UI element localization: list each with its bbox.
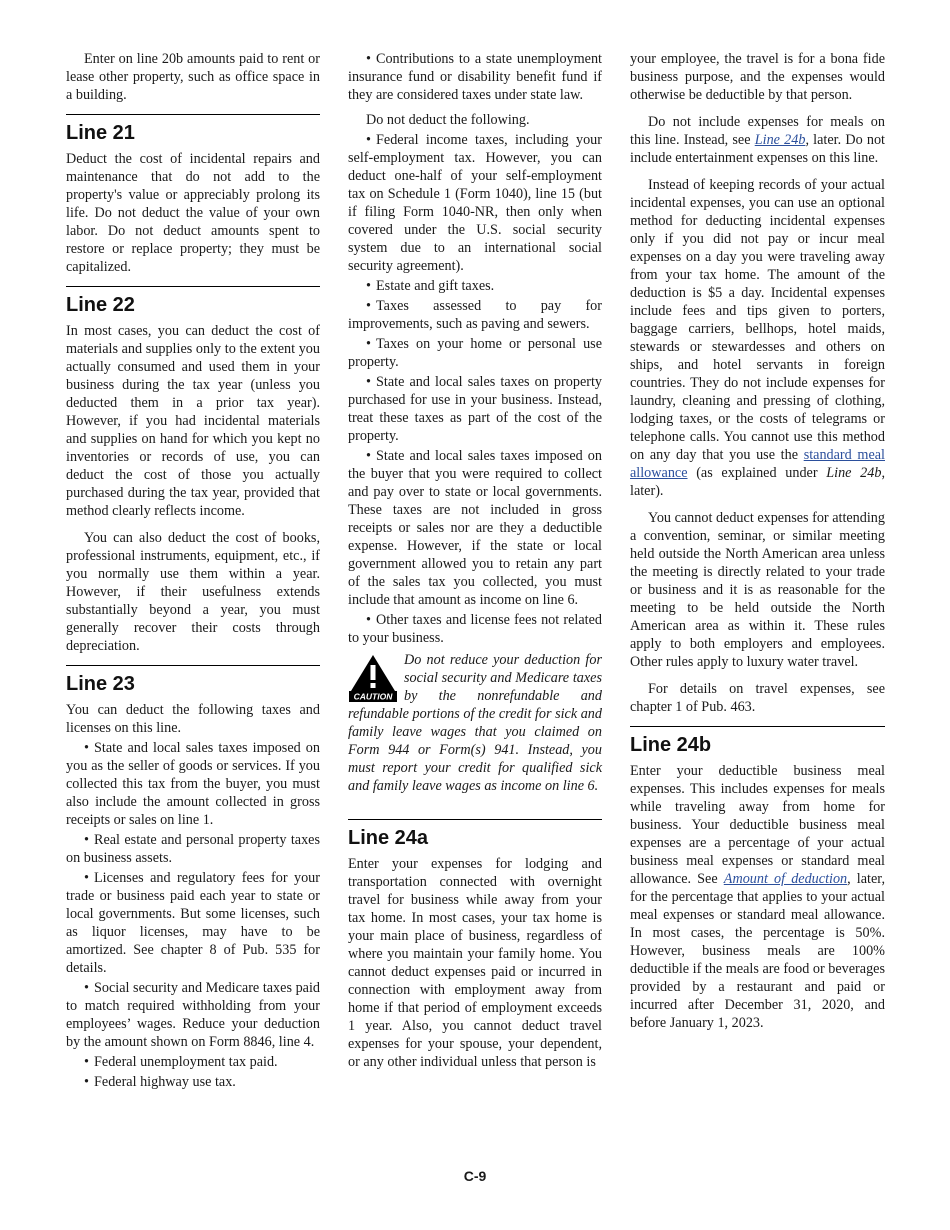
column-right <box>630 50 885 1041</box>
bullet-icon: • <box>366 374 371 390</box>
section-divider <box>66 286 320 287</box>
list-item: • Estate and gift taxes. <box>366 278 495 294</box>
bullet-icon: • <box>366 132 371 148</box>
heading-line-22: Line 22 <box>66 294 135 316</box>
heading-line-21: Line 21 <box>66 122 135 144</box>
bullet-icon: • <box>366 298 371 314</box>
paragraph-line22-materials: In most cases, you can deduct the cost of materials and supplies only to the extent you actually consumed and used them in your business during the tax year (unless you deducted them in a prior tax year). However, if you had incidental materials and supplies on hand for which you kept no inventories or records of use, you can deduct the cost of those you actually purchased during the tax year, provided that method clearly reflects income. <box>66 323 320 519</box>
column-middle <box>348 50 602 1080</box>
heading-line-23: Line 23 <box>66 673 135 695</box>
list-item: • Federal unemployment tax paid. <box>84 1054 278 1070</box>
link-line-24b[interactable]: Line 24b <box>754 132 806 148</box>
section-divider <box>630 726 885 727</box>
bullet-icon: • <box>84 832 89 848</box>
bullet-icon: • <box>366 612 371 628</box>
list-item: • State and local sales taxes imposed on you as the seller of goods or services. If you collected this tax from the buyer, you must also include the amount collected in gross receipts or sales on line 1. <box>66 740 320 828</box>
heading-line-24a: Line 24a <box>348 827 429 849</box>
list-item: • Taxes on your home or personal use property. <box>348 336 602 370</box>
bullet-icon: • <box>84 980 89 996</box>
paragraph-convention: You cannot deduct expenses for attending a convention, seminar, or similar meeting held outside the North American area unless the meeting is directly related to your trade or business and it is as reasonable for the meeting to be held outside the North American area as within it. These rules apply to both employers and employees. Other rules apply to luxury water travel. <box>630 510 885 670</box>
list-item: • Real estate and personal property taxes on business assets. <box>66 832 320 866</box>
paragraph-line20b-rent: Enter on line 20b amounts paid to rent or lease other property, such as office space in a building. <box>66 51 320 103</box>
list-item: • Contributions to a state unemployment insurance fund or disability benefit fund if they are considered taxes under state law. <box>348 51 602 103</box>
heading-line-24b: Line 24b <box>630 734 712 756</box>
bullet-icon: • <box>366 278 371 294</box>
paragraph-travel-continued: your employee, the travel is for a bona fide business purpose, and the expenses would otherwise be deductible by that person. <box>630 51 885 103</box>
paragraph-meals-note: Do not include expenses for meals on this line. Instead, see Line 24b, later. Do not include entertainment expenses on this line. <box>630 114 885 166</box>
list-item: • Other taxes and license fees not related to your business. <box>348 612 602 646</box>
link-amount-of-deduction[interactable]: Amount of deduction <box>723 871 848 887</box>
paragraph-travel-details: For details on travel expenses, see chapter 1 of Pub. 463. <box>630 681 885 715</box>
list-item: • Federal income taxes, including your self-employment tax. However, you can deduct one-half of your self-employment tax on Schedule 1 (Form 1040), line 15 (but if filing Form 1040-NR, then only when covered under the U.S. social security system due to an international social security agreement). <box>348 132 602 274</box>
column-left <box>66 50 320 1093</box>
paragraph-incidental-expenses: Instead of keeping records of your actual incidental expenses, you can use an optional method for deducting incidental expenses only if you did not pay or incur meal expenses on a day you were traveling away from your tax home. The amount of the deduction is $5 a day. Incidental expenses include fees and tips given to porters, baggage carriers, bellhops, hotel maids, stewards or stewardesses and others on ships, and hotel servants in foreign countries. They do not include expenses for laundry, cleaning and pressing of clothing, lodging taxes, or the costs of telegrams or telephone calls. You cannot use this method on any day that you use the standard meal allowance (as explained under Line 24b, later). <box>630 177 885 499</box>
paragraph-do-not-deduct: Do not deduct the following. <box>366 112 530 128</box>
list-item: • Licenses and regulatory fees for your trade or business paid each year to state or local governments. But some licenses, such as liquor licenses, may have to be amortized. See chapter 8 of Pub. 535 for details. <box>66 870 320 976</box>
section-divider <box>66 665 320 666</box>
list-item: • Social security and Medicare taxes paid to match required withholding from your employees’ wages. Reduce your deduction by the amount shown on Form 8846, line 4. <box>66 980 320 1050</box>
bullet-icon: • <box>366 51 371 67</box>
bullet-icon: • <box>366 448 371 464</box>
caution-icon <box>348 653 398 703</box>
caution-label: CAUTION <box>353 691 393 702</box>
caution-note <box>348 651 602 795</box>
paragraph-line24a: Enter your expenses for lodging and transportation connected with overnight travel for business while away from your tax home. In most cases, your tax home is your main place of business, regardless of where you maintain your family home. You cannot deduct expenses paid or incurred in connection with employment away from home if that period of employment exceeds 1 year. Also, you cannot deduct travel expenses for your spouse, your dependent, or any other individual unless that person is <box>348 856 602 1070</box>
list-item: • State and local sales taxes on property purchased for use in your business. Instead, treat these taxes as part of the cost of the property. <box>348 374 602 444</box>
section-divider <box>66 114 320 115</box>
section-divider <box>348 819 602 820</box>
bullet-icon: • <box>84 1054 89 1070</box>
bullet-icon: • <box>84 870 89 886</box>
list-item: • Taxes assessed to pay for improvements, such as paving and sewers. <box>348 298 602 332</box>
list-item: • Federal highway use tax. <box>84 1074 236 1090</box>
list-item: • State and local sales taxes imposed on the buyer that you were required to collect and pay over to state or local governments. These taxes are not included in gross receipts or sales nor are they a deductible expense. However, if the state or local government allowed you to retain any part of the sales tax you collected, you must include that amount as income on line 6. <box>348 448 602 608</box>
bullet-icon: • <box>366 336 371 352</box>
page-number: C-9 <box>463 1168 487 1184</box>
paragraph-line21: Deduct the cost of incidental repairs and maintenance that do not add to the property's value or appreciably prolong its life. Do not deduct the value of your own labor. Do not deduct amounts spent to restore or replace property; they must be capitalized. <box>66 151 320 275</box>
bullet-icon: • <box>84 1074 89 1090</box>
paragraph-line24b: Enter your deductible business meal expenses. This includes expenses for meals while traveling away from home for business. Your deductible business meal expenses are a percentage of your actual business meal expenses or standard meal allowance. See Amount of deduction, later, for the percentage that applies to your actual meal expenses or standard meal allowance. In most cases, the percentage is 50%. However, business meals are 100% deductible if the meals are food or beverages provided by a restaurant and paid or incurred after December 31, 2020, and before January 1, 2023. <box>630 763 885 1031</box>
paragraph-line22-books: You can also deduct the cost of books, professional instruments, equipment, etc., if you normally use them within a year. However, if their usefulness extends substantially beyond a year, you must generally recover their costs through depreciation. <box>66 530 320 654</box>
link-standard-meal-allowance[interactable]: standard meal allowance <box>630 447 885 481</box>
bullet-icon: • <box>84 740 89 756</box>
paragraph-line23-intro: You can deduct the following taxes and licenses on this line. <box>66 702 320 736</box>
caution-text: Do not reduce your deduction for social security and Medicare taxes by the nonrefundable and refundable portions of the credit for sick and family leave wages that you claimed on Form 944 or Form(s) 941. Instead, you must report your credit for qualified sick and family leave wages as income on line 6. <box>348 652 602 794</box>
